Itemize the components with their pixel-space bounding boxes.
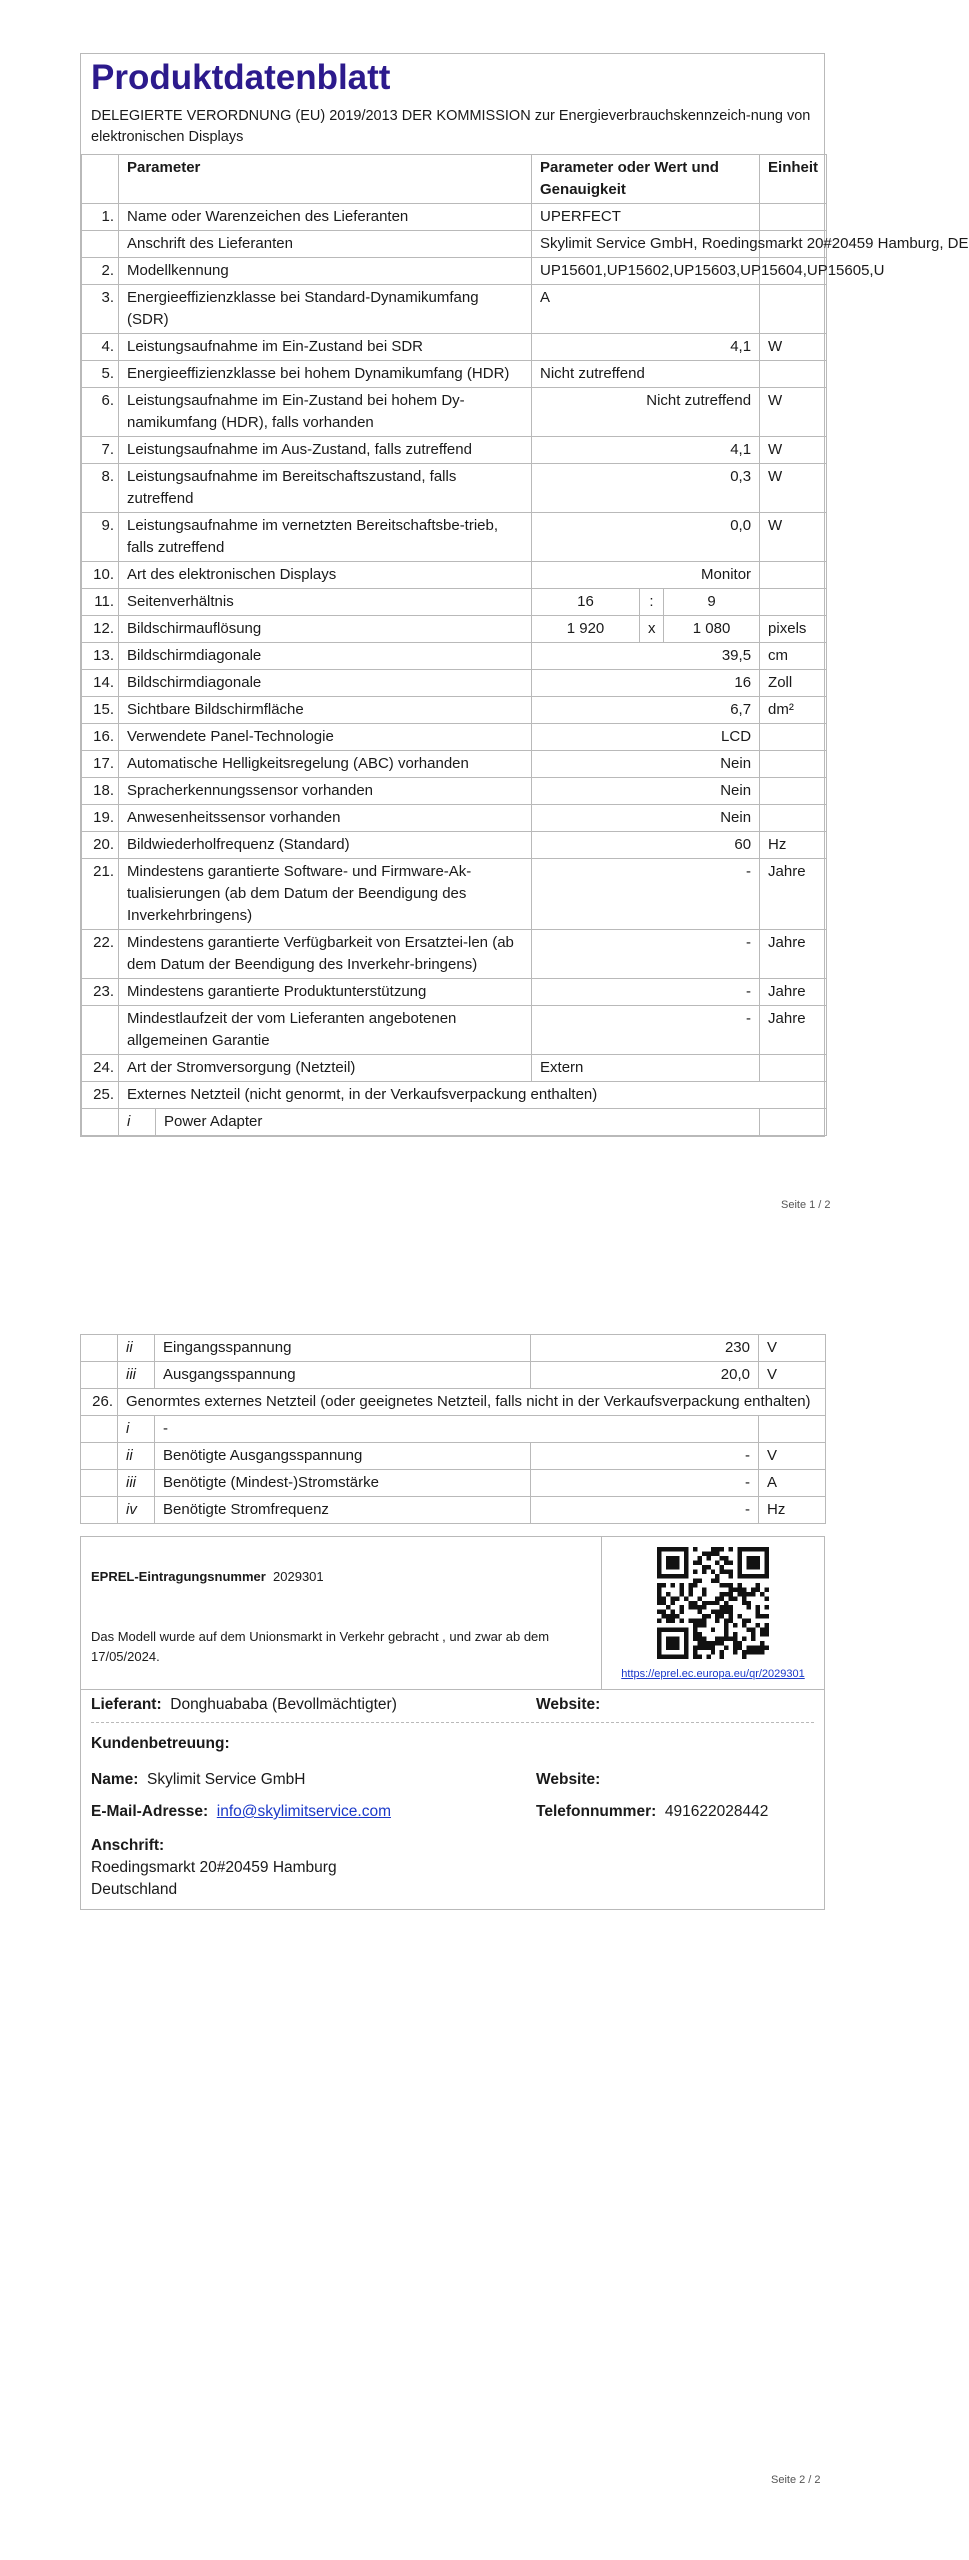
eprel-qr-link[interactable]: https://eprel.ec.europa.eu/qr/2029301 — [621, 1668, 805, 1680]
row-number: 4. — [82, 334, 119, 361]
table-row — [82, 361, 827, 388]
sub-index: iii — [118, 1362, 155, 1389]
table-row — [82, 204, 827, 231]
sub-index: i — [118, 1416, 155, 1443]
row-parameter: Bildwiederholfrequenz (Standard) — [119, 832, 532, 859]
table-row — [82, 778, 827, 805]
row-unit: V — [759, 1443, 826, 1470]
row-number: 13. — [82, 643, 119, 670]
row-number: 24. — [82, 1055, 119, 1082]
sub-index: iii — [118, 1470, 155, 1497]
regulation-subtitle: DELEGIERTE VERORDNUNG (EU) 2019/2013 DER KOMMISSION zur Energieverbrauchskennzeich-nung von elektronischen Displays — [91, 108, 811, 145]
row-parameter: Sichtbare Bildschirmfläche — [119, 697, 532, 724]
table-row — [82, 388, 827, 437]
service-name: Skylimit Service GmbH — [147, 1771, 306, 1788]
row-parameter: - — [155, 1416, 759, 1443]
row-unit: W — [760, 334, 827, 361]
header-unit: Einheit — [760, 155, 827, 204]
row-value: - — [532, 859, 760, 930]
row-parameter: Art des elektronischen Displays — [119, 562, 532, 589]
row-value: Nicht zutreffend — [532, 361, 760, 388]
row-number: 21. — [82, 859, 119, 930]
page-number: Seite 1 / 2 — [781, 1199, 831, 1211]
row-parameter: Anschrift des Lieferanten — [119, 231, 532, 258]
table-row — [82, 334, 827, 361]
row-unit — [760, 562, 827, 589]
row-parameter: Benötigte Ausgangsspannung — [155, 1443, 531, 1470]
contact-section — [81, 1690, 824, 1909]
row-unit: A — [759, 1470, 826, 1497]
row-parameter: Benötigte Stromfrequenz — [155, 1497, 531, 1524]
row-parameter: Eingangsspannung — [155, 1335, 531, 1362]
table-row — [82, 616, 827, 643]
qr-code-icon[interactable] — [657, 1547, 769, 1659]
table-row — [81, 1389, 826, 1416]
row-number: 1. — [82, 204, 119, 231]
row-parameter: Bildschirmdiagonale — [119, 670, 532, 697]
page-title: Produktdatenblatt — [91, 58, 391, 97]
header-value: Parameter oder Wert und Genauigkeit — [532, 155, 760, 204]
row-number: 8. — [82, 464, 119, 513]
table-row — [82, 562, 827, 589]
row-number: 22. — [82, 930, 119, 979]
row-value: 0,0 — [532, 513, 760, 562]
row-number: 14. — [82, 670, 119, 697]
page-number-2: Seite 2 / 2 — [771, 2474, 821, 2486]
row-unit — [760, 805, 827, 832]
row-value-sep: : — [640, 589, 664, 616]
row-value: UP15601,UP15602,UP15603,UP15604,UP15605,U — [532, 258, 760, 285]
eprel-box — [80, 1536, 825, 1910]
row-unit: W — [760, 388, 827, 437]
row-unit: cm — [760, 643, 827, 670]
row-parameter: Genormtes externes Netzteil (oder geeignetes Netzteil, falls nicht in der Verkaufsverpackung enthalten) — [118, 1389, 826, 1416]
table-row — [82, 643, 827, 670]
address-label: Anschrift: — [91, 1837, 165, 1854]
row-value: - — [531, 1443, 759, 1470]
row-unit: Zoll — [760, 670, 827, 697]
sub-index: ii — [118, 1443, 155, 1470]
row-unit — [760, 204, 827, 231]
row-value: 4,1 — [532, 334, 760, 361]
row-unit — [760, 778, 827, 805]
row-value: Extern — [532, 1055, 760, 1082]
row-number: 20. — [82, 832, 119, 859]
customer-service-label: Kundenbetreuung: — [91, 1735, 230, 1752]
row-value: 60 — [532, 832, 760, 859]
website-label: Website: — [536, 1696, 601, 1713]
row-unit: W — [760, 464, 827, 513]
header-parameter: Parameter — [119, 155, 532, 204]
row-value: Nein — [532, 805, 760, 832]
table-row — [82, 285, 827, 334]
row-value-a: 1 920 — [532, 616, 640, 643]
row-parameter: Modellkennung — [119, 258, 532, 285]
row-value: 230 — [531, 1335, 759, 1362]
eprel-label: EPREL-Eintragungsnummer — [91, 1569, 266, 1584]
table-row — [82, 979, 827, 1006]
row-parameter: Bildschirmdiagonale — [119, 643, 532, 670]
row-value: - — [531, 1470, 759, 1497]
row-value: Nein — [532, 778, 760, 805]
row-parameter: Anwesenheitssensor vorhanden — [119, 805, 532, 832]
table-row — [82, 1006, 827, 1055]
row-value: - — [531, 1497, 759, 1524]
row-number: 2. — [82, 258, 119, 285]
phone-label: Telefonnummer: — [536, 1803, 657, 1820]
row-parameter: Benötigte (Mindest-)Stromstärke — [155, 1470, 531, 1497]
row-number: 12. — [82, 616, 119, 643]
row-value: A — [532, 285, 760, 334]
table-row — [82, 724, 827, 751]
row-value: 20,0 — [531, 1362, 759, 1389]
table-row — [82, 1055, 827, 1082]
row-number: 23. — [82, 979, 119, 1006]
row-parameter: Leistungsaufnahme im Ein-Zustand bei hohem Dy-namikumfang (HDR), falls vorhanden — [119, 388, 532, 437]
row-parameter: Mindestens garantierte Verfügbarkeit von Ersatztei-len (ab dem Datum der Beendigung des Inverkehr-bringens) — [119, 930, 532, 979]
row-value: Nein — [532, 751, 760, 778]
table-row — [81, 1470, 826, 1497]
row-number: 3. — [82, 285, 119, 334]
table-row — [82, 805, 827, 832]
row-unit — [760, 361, 827, 388]
row-value-b: 1 080 — [664, 616, 760, 643]
address-line-1: Roedingsmarkt 20#20459 Hamburg — [91, 1859, 337, 1876]
table-row — [82, 751, 827, 778]
row-parameter: Externes Netzteil (nicht genormt, in der Verkaufsverpackung enthalten) — [119, 1082, 827, 1109]
name-label: Name: — [91, 1771, 139, 1788]
row-unit: Hz — [760, 832, 827, 859]
table-row — [81, 1335, 826, 1362]
address-line-2: Deutschland — [91, 1881, 178, 1898]
row-value: - — [532, 930, 760, 979]
row-value: 39,5 — [532, 643, 760, 670]
eprel-number: 2029301 — [273, 1569, 324, 1584]
row-parameter: Verwendete Panel-Technologie — [119, 724, 532, 751]
row-value-b: 9 — [664, 589, 760, 616]
power-supply-table — [80, 1334, 826, 1524]
table-row — [81, 1443, 826, 1470]
row-number — [82, 1006, 119, 1055]
table-row — [82, 464, 827, 513]
row-number: 25. — [82, 1082, 119, 1109]
row-unit: W — [760, 513, 827, 562]
row-value: 6,7 — [532, 697, 760, 724]
row-parameter: Leistungsaufnahme im vernetzten Bereitschaftsbe-trieb, falls zutreffend — [119, 513, 532, 562]
row-number: 7. — [82, 437, 119, 464]
row-unit: V — [759, 1335, 826, 1362]
row-parameter: Energieeffizienzklasse bei hohem Dynamikumfang (HDR) — [119, 361, 532, 388]
row-parameter: Automatische Helligkeitsregelung (ABC) vorhanden — [119, 751, 532, 778]
email-label: E-Mail-Adresse: — [91, 1803, 209, 1820]
row-unit: dm² — [760, 697, 827, 724]
row-parameter: Seitenverhältnis — [119, 589, 532, 616]
row-unit: Hz — [759, 1497, 826, 1524]
table-row — [82, 258, 827, 285]
website2-label: Website: — [536, 1771, 601, 1788]
row-unit — [760, 1055, 827, 1082]
row-unit: Jahre — [760, 859, 827, 930]
row-parameter: Ausgangsspannung — [155, 1362, 531, 1389]
table-row — [82, 832, 827, 859]
row-value: LCD — [532, 724, 760, 751]
table-row — [81, 1416, 826, 1443]
parameter-table — [81, 154, 969, 1136]
row-unit — [760, 751, 827, 778]
row-number: 26. — [81, 1389, 118, 1416]
row-parameter: Art der Stromversorgung (Netzteil) — [119, 1055, 532, 1082]
row-number: 19. — [82, 805, 119, 832]
row-parameter: Bildschirmauflösung — [119, 616, 532, 643]
row-parameter: Name oder Warenzeichen des Lieferanten — [119, 204, 532, 231]
table-row — [82, 1109, 827, 1136]
row-number: 15. — [82, 697, 119, 724]
supplier-label: Lieferant: — [91, 1696, 162, 1713]
row-parameter: Spracherkennungssensor vorhanden — [119, 778, 532, 805]
table-row — [81, 1362, 826, 1389]
table-header — [82, 155, 827, 204]
table-row — [82, 231, 827, 258]
table-row — [82, 930, 827, 979]
table-row — [82, 437, 827, 464]
row-value: - — [532, 979, 760, 1006]
market-date-text: Das Modell wurde auf dem Unionsmarkt in Verkehr gebracht , und zwar ab dem 17/05/2024. — [91, 1629, 550, 1664]
row-parameter: Power Adapter — [156, 1109, 760, 1136]
row-value: Skylimit Service GmbH, Roedingsmarkt 20#20459 Hamburg, DE — [532, 231, 760, 258]
row-number: 16. — [82, 724, 119, 751]
row-parameter: Leistungsaufnahme im Bereitschaftszustand, falls zutreffend — [119, 464, 532, 513]
table-row — [81, 1497, 826, 1524]
table-row — [82, 589, 827, 616]
row-unit: Jahre — [760, 930, 827, 979]
row-unit: Jahre — [760, 979, 827, 1006]
datasheet-page-1 — [80, 53, 969, 1137]
row-value-sep: x — [640, 616, 664, 643]
sub-index: iv — [118, 1497, 155, 1524]
table-row — [82, 513, 827, 562]
row-value-a: 16 — [532, 589, 640, 616]
row-number: 18. — [82, 778, 119, 805]
row-value: 16 — [532, 670, 760, 697]
row-value: Nicht zutreffend — [532, 388, 760, 437]
row-parameter: Mindestlaufzeit der vom Lieferanten angebotenen allgemeinen Garantie — [119, 1006, 532, 1055]
phone-number: 491622028442 — [664, 1803, 769, 1820]
row-number: 17. — [82, 751, 119, 778]
row-unit — [760, 589, 827, 616]
row-unit — [760, 724, 827, 751]
table-row — [82, 697, 827, 724]
row-number — [82, 231, 119, 258]
row-unit — [760, 285, 827, 334]
row-unit: Jahre — [760, 1006, 827, 1055]
datasheet-page-2 — [80, 1334, 825, 1910]
email-link[interactable]: info@skylimitservice.com — [216, 1803, 391, 1820]
row-value: 0,3 — [532, 464, 760, 513]
row-number: 6. — [82, 388, 119, 437]
row-value: Monitor — [532, 562, 760, 589]
row-value: UPERFECT — [532, 204, 760, 231]
supplier-name: Donghuababa (Bevollmächtigter) — [170, 1696, 397, 1713]
row-unit: W — [760, 437, 827, 464]
row-number: 11. — [82, 589, 119, 616]
table-row — [82, 670, 827, 697]
row-parameter: Mindestens garantierte Software- und Firmware-Ak-tualisierungen (ab dem Datum der Beendigung des Inverkehrbringens) — [119, 859, 532, 930]
row-unit: V — [759, 1362, 826, 1389]
row-number: 9. — [82, 513, 119, 562]
row-parameter: Mindestens garantierte Produktunterstützung — [119, 979, 532, 1006]
row-number: 10. — [82, 562, 119, 589]
table-row — [82, 1082, 827, 1109]
row-parameter: Energieeffizienzklasse bei Standard-Dynamikumfang (SDR) — [119, 285, 532, 334]
row-value: - — [532, 1006, 760, 1055]
sub-index: i — [119, 1109, 156, 1136]
row-number: 5. — [82, 361, 119, 388]
row-parameter: Leistungsaufnahme im Ein-Zustand bei SDR — [119, 334, 532, 361]
sub-index: ii — [118, 1335, 155, 1362]
row-parameter: Leistungsaufnahme im Aus-Zustand, falls zutreffend — [119, 437, 532, 464]
table-row — [82, 859, 827, 930]
row-unit: pixels — [760, 616, 827, 643]
row-value: 4,1 — [532, 437, 760, 464]
